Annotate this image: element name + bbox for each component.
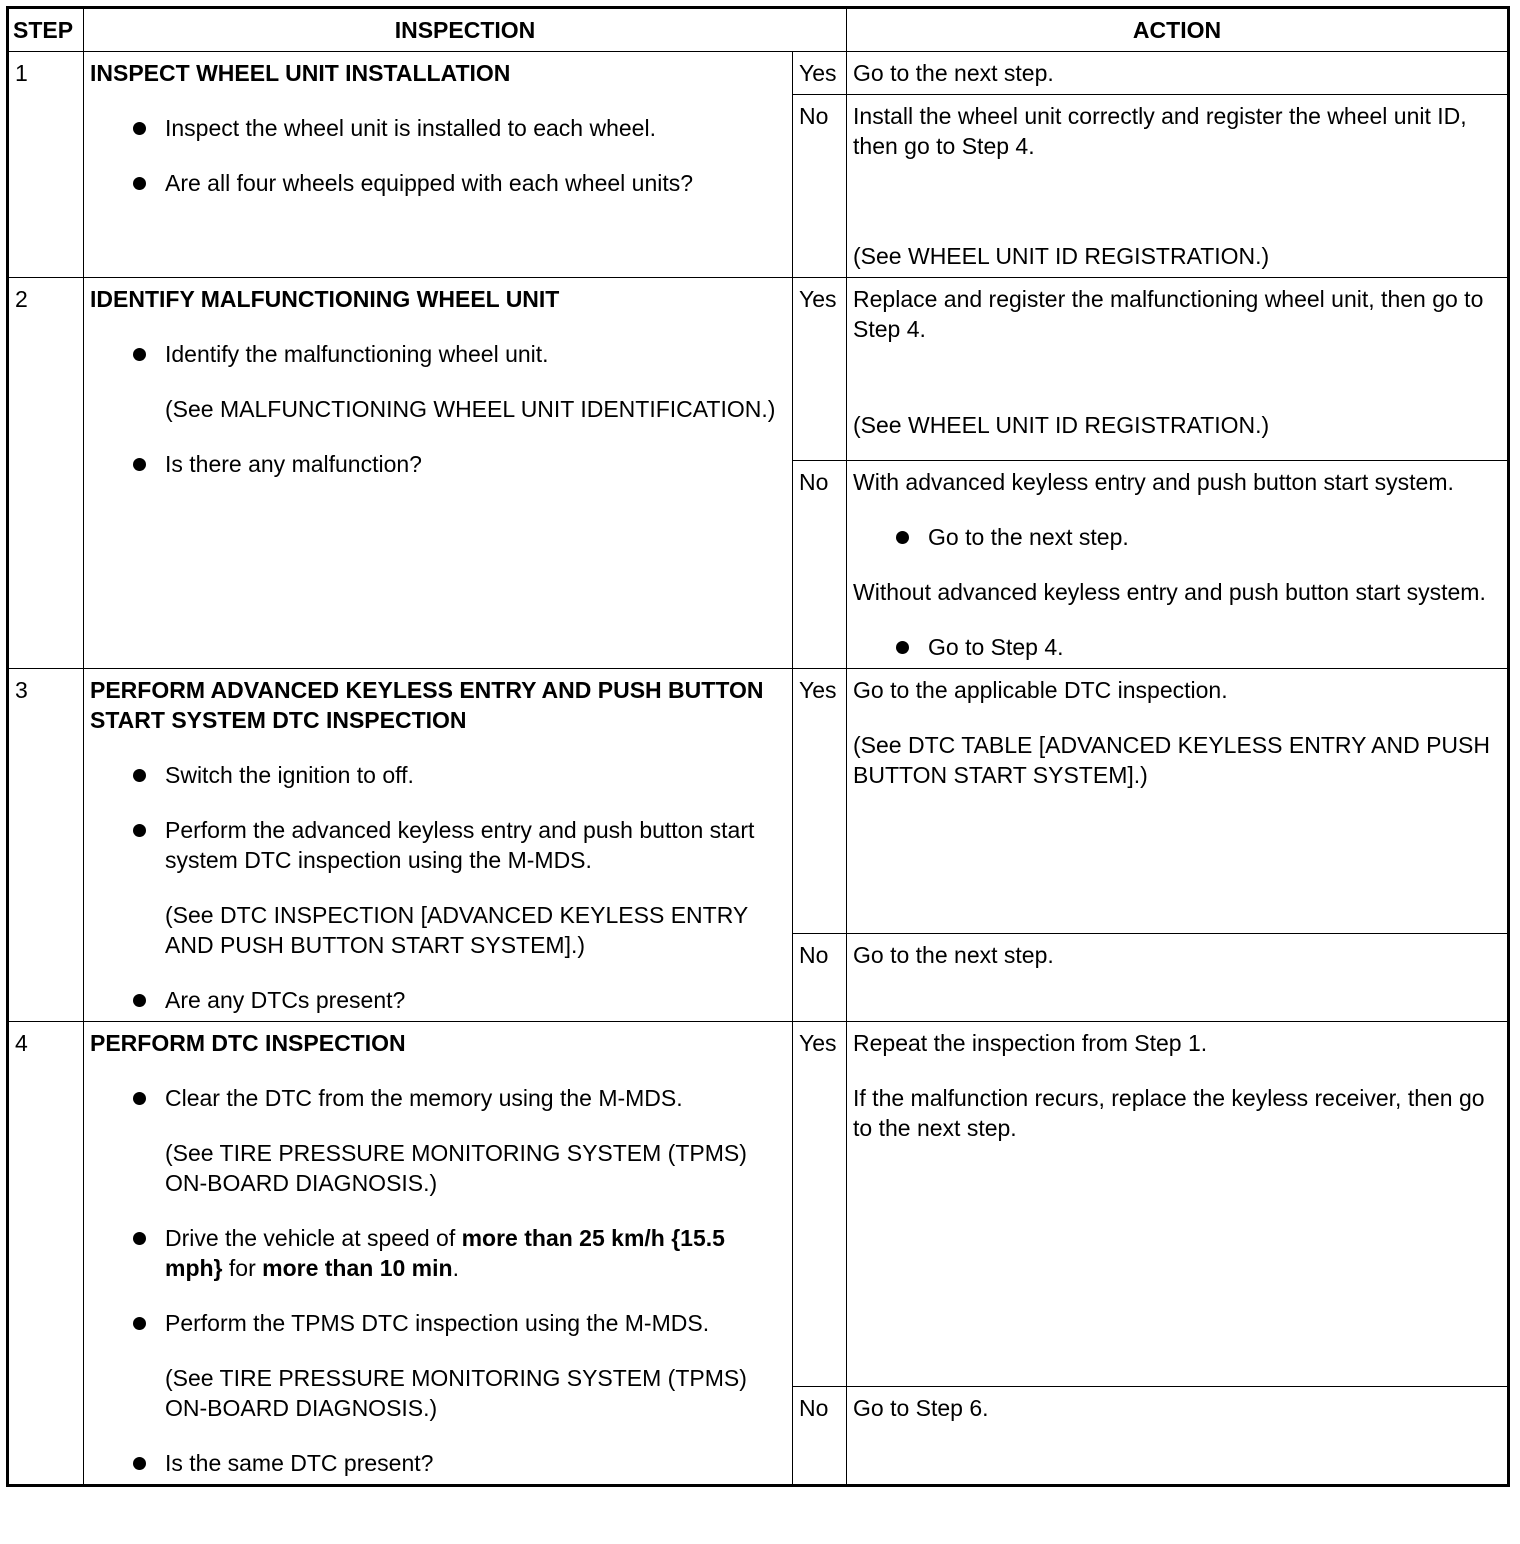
bullet-item	[165, 339, 786, 424]
header-action: ACTION	[847, 8, 1509, 52]
bullet-text: Perform the advanced keyless entry and push button start system DTC inspection using the M-MDS.	[165, 817, 755, 873]
yes-action-reference: (See DTC TABLE [ADVANCED KEYLESS ENTRY AND PUSH BUTTON START SYSTEM].)	[853, 732, 1490, 788]
step-4-yes-row	[8, 1022, 1509, 1387]
action-bullet: Go to the next step.	[928, 522, 1501, 552]
no-label: No	[793, 1387, 847, 1486]
bullet-item	[165, 1308, 786, 1423]
bullet-item	[165, 815, 786, 960]
step-inspection-cell	[84, 1022, 793, 1486]
bullet-reference: (See MALFUNCTIONING WHEEL UNIT IDENTIFICATION.)	[165, 396, 776, 422]
header-row	[8, 8, 1509, 52]
bullet-item: Switch the ignition to off.	[165, 760, 786, 790]
yes-label: Yes	[793, 278, 847, 461]
step-number: 3	[8, 669, 84, 1022]
step-title: INSPECT WHEEL UNIT INSTALLATION	[90, 60, 511, 86]
yes-action-detail: If the malfunction recurs, replace the keyless receiver, then go to the next step.	[853, 1085, 1485, 1141]
bullet-item: Is the same DTC present?	[165, 1448, 786, 1478]
no-action-reference: (See WHEEL UNIT ID REGISTRATION.)	[853, 243, 1270, 269]
step-number: 1	[8, 52, 84, 278]
step-1-yes-row	[8, 52, 1509, 95]
yes-action-reference: (See WHEEL UNIT ID REGISTRATION.)	[853, 412, 1270, 438]
yes-action: Go to the next step.	[847, 52, 1509, 95]
no-label: No	[793, 934, 847, 1022]
yes-action: Replace and register the malfunctioning wheel unit, then go to Step 4.	[853, 286, 1484, 342]
bullet-emphasis: more than 10 min	[262, 1255, 453, 1281]
bullet-reference: (See DTC INSPECTION [ADVANCED KEYLESS ENTRY AND PUSH BUTTON START SYSTEM].)	[165, 902, 748, 958]
no-action-cell	[847, 95, 1509, 278]
bullet-text: Identify the malfunctioning wheel unit.	[165, 341, 549, 367]
bullet-text: Clear the DTC from the memory using the M-MDS.	[165, 1085, 683, 1111]
bullet-item: Inspect the wheel unit is installed to each wheel.	[165, 113, 786, 143]
diagnostic-procedure-table	[6, 6, 1510, 1487]
no-action: Install the wheel unit correctly and register the wheel unit ID, then go to Step 4.	[853, 103, 1467, 159]
no-action: Go to Step 6.	[847, 1387, 1509, 1486]
no-action-with: With advanced keyless entry and push button start system.	[853, 469, 1454, 495]
bullet-text: .	[452, 1255, 459, 1281]
no-label: No	[793, 461, 847, 669]
bullet-emphasis: more than 25 km/h {15.5 mph}	[165, 1225, 725, 1281]
header-step: STEP	[8, 8, 84, 52]
bullet-reference: (See TIRE PRESSURE MONITORING SYSTEM (TPMS) ON-BOARD DIAGNOSIS.)	[165, 1140, 747, 1196]
step-inspection-cell	[84, 669, 793, 1022]
step-inspection-cell	[84, 52, 793, 278]
step-title: PERFORM ADVANCED KEYLESS ENTRY AND PUSH BUTTON START SYSTEM DTC INSPECTION	[90, 677, 764, 733]
yes-action-cell	[847, 1022, 1509, 1387]
no-label: No	[793, 95, 847, 278]
yes-label: Yes	[793, 52, 847, 95]
yes-label: Yes	[793, 1022, 847, 1387]
step-inspection-cell	[84, 278, 793, 669]
bullet-text: Perform the TPMS DTC inspection using the M-MDS.	[165, 1310, 710, 1336]
bullet-item	[165, 1083, 786, 1198]
bullet-item: Are any DTCs present?	[165, 985, 786, 1015]
header-inspection: INSPECTION	[84, 8, 847, 52]
bullet-item: Are all four wheels equipped with each wheel units?	[165, 168, 786, 198]
yes-action-cell	[847, 669, 1509, 934]
yes-action: Go to the applicable DTC inspection.	[853, 677, 1228, 703]
no-action: Go to the next step.	[847, 934, 1509, 1022]
yes-action: Repeat the inspection from Step 1.	[853, 1030, 1208, 1056]
bullet-item	[165, 1223, 786, 1283]
yes-action-cell	[847, 278, 1509, 461]
step-title: PERFORM DTC INSPECTION	[90, 1030, 406, 1056]
step-3-yes-row	[8, 669, 1509, 934]
bullet-reference: (See TIRE PRESSURE MONITORING SYSTEM (TPMS) ON-BOARD DIAGNOSIS.)	[165, 1365, 747, 1421]
bullet-text: for	[222, 1255, 263, 1281]
no-action-without: Without advanced keyless entry and push button start system.	[853, 579, 1486, 605]
step-number: 2	[8, 278, 84, 669]
bullet-text: Drive the vehicle at speed of	[165, 1225, 462, 1251]
no-action-cell	[847, 461, 1509, 669]
step-title: IDENTIFY MALFUNCTIONING WHEEL UNIT	[90, 286, 560, 312]
action-bullet: Go to Step 4.	[928, 632, 1501, 662]
step-2-yes-row	[8, 278, 1509, 461]
yes-label: Yes	[793, 669, 847, 934]
bullet-item: Is there any malfunction?	[165, 449, 786, 479]
step-number: 4	[8, 1022, 84, 1486]
